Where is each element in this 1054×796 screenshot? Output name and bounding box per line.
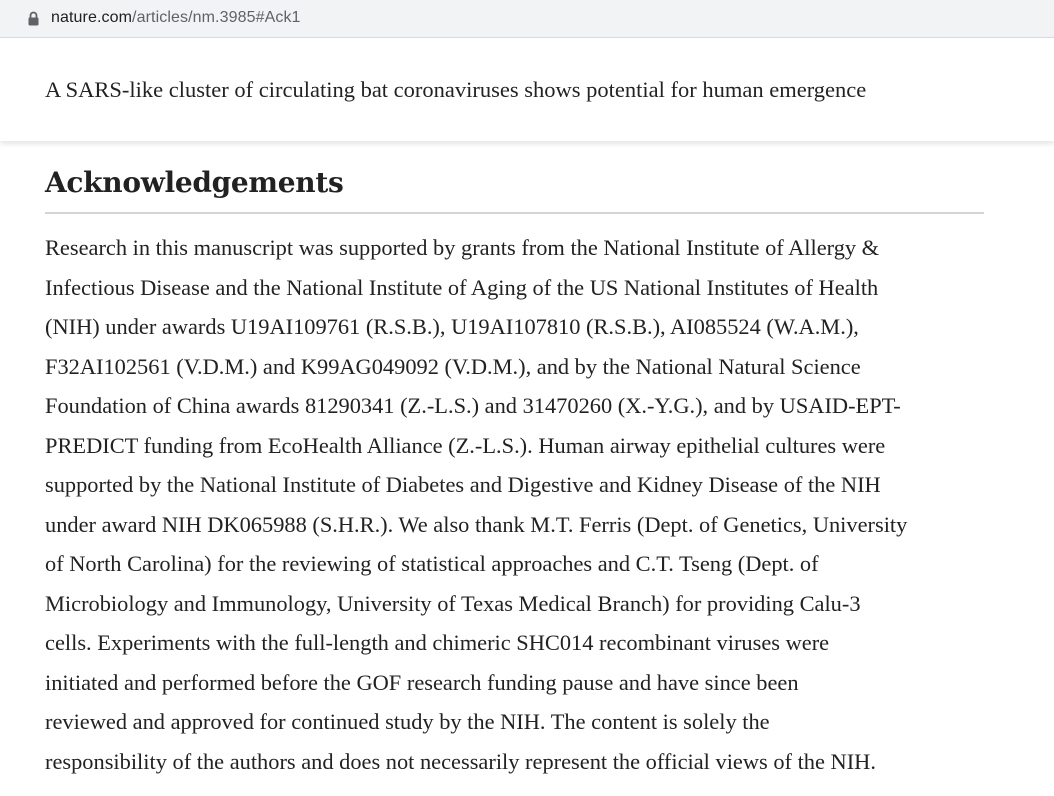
- acknowledgements-text: [45, 228, 995, 781]
- text-line: Research in this manuscript was supported by grants from the National Institute of Allergy &: [45, 235, 880, 260]
- section-heading: Acknowledgements: [45, 166, 344, 199]
- text-line: under award NIH DK065988 (S.H.R.). We also thank M.T. Ferris (Dept. of Genetics, University: [45, 511, 908, 537]
- text-line: initiated and performed before the GOF research funding pause and have since been: [45, 669, 799, 695]
- article-content: [0, 141, 1054, 796]
- text-line: (NIH) under awards U19AI109761 (R.S.B.), U19AI107810 (R.S.B.), AI085524 (W.A.M.),: [45, 314, 859, 339]
- article-title: A SARS-like cluster of circulating bat coronaviruses shows potential for human emergence: [45, 77, 867, 102]
- heading-divider: [45, 212, 984, 214]
- text-line: of North Carolina) for the reviewing of statistical approaches and C.T. Tseng (Dept. of: [45, 551, 819, 576]
- text-line: supported by the National Institute of Diabetes and Digestive and Kidney Disease of the NIH: [45, 472, 881, 497]
- text-line: Infectious Disease and the National Institute of Aging of the US National Institutes of Health: [45, 274, 879, 300]
- text-line: PREDICT funding from EcoHealth Alliance (Z.-L.S.). Human airway epithelial cultures were: [45, 432, 886, 458]
- text-line: Foundation of China awards 81290341 (Z.-L.S.) and 31470260 (X.-Y.G.), and by USAID-EPT-: [45, 393, 901, 418]
- browser-address-bar[interactable]: [0, 0, 1054, 38]
- text-line: reviewed and approved for continued study by the NIH. The content is solely the: [45, 709, 770, 734]
- text-line: responsibility of the authors and does not necessarily represent the official views of the NIH.: [45, 748, 876, 774]
- text-line: Microbiology and Immunology, University of Texas Medical Branch) for providing Calu-3: [45, 590, 861, 616]
- text-line: cells. Experiments with the full-length and chimeric SHC014 recombinant viruses were: [45, 630, 830, 655]
- text-line: F32AI102561 (V.D.M.) and K99AG049092 (V.D.M.), and by the National Natural Science: [45, 353, 861, 379]
- url-host: nature.com: [51, 9, 133, 26]
- article-header: [0, 38, 1054, 141]
- url-path: /articles/nm.3985#Ack1: [132, 9, 301, 26]
- lock-icon[interactable]: [27, 11, 40, 26]
- url-text[interactable]: [51, 8, 301, 28]
